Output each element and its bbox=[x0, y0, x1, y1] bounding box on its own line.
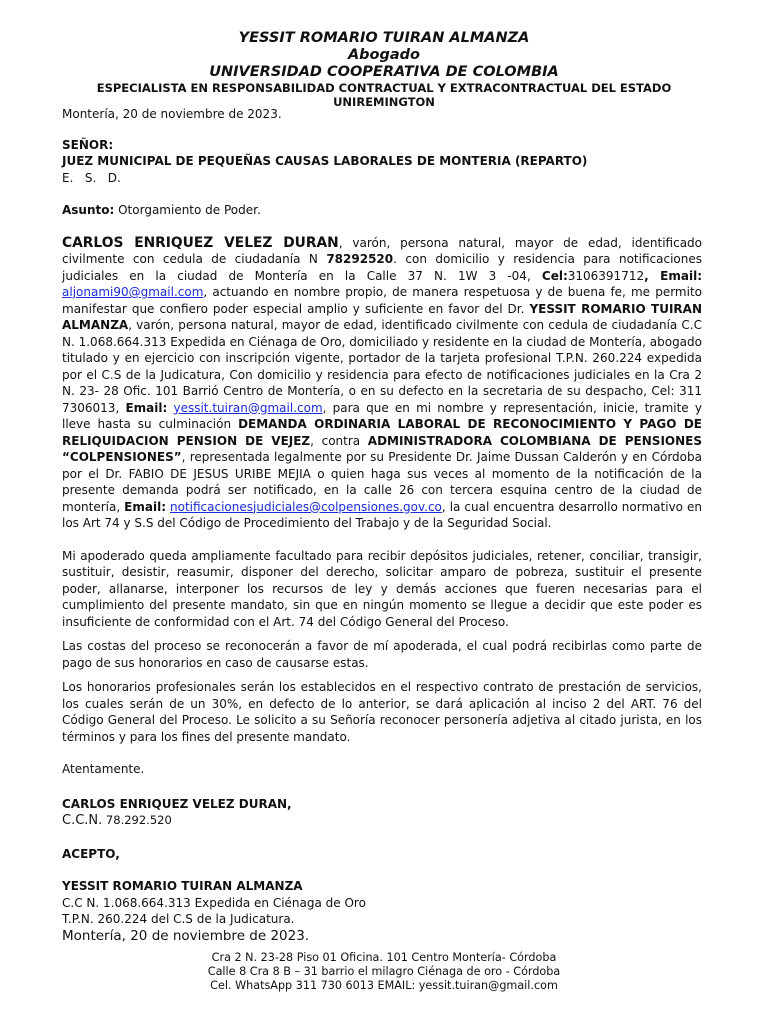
p1-text-6: , contra bbox=[310, 433, 368, 448]
p1-text-1: , varón, persona natural, mayor de edad, identificado civilmente con cedula de ciudadanía N bbox=[62, 235, 703, 266]
email-link-grantor[interactable]: aljonami90@gmail.com bbox=[62, 285, 204, 299]
p1-text-3: , actuando en nombre propio, de manera respetuosa y de buena fe, me permito manifestar que confiero poder especial amplio y suficiente en favor del Dr. bbox=[62, 285, 702, 316]
closing: Atentamente. bbox=[62, 762, 145, 776]
date-line: Montería, 20 de noviembre de 2023. bbox=[62, 107, 282, 121]
ccn-label: C.C.N. bbox=[62, 813, 103, 828]
grantor-name: CARLOS ENRIQUEZ VELEZ DURAN bbox=[62, 234, 339, 251]
p1-text-4: , varón, persona natural, mayor de edad, identificado civilmente con cedula de ciudadanía C.C N. 1.068.664.313 Expedida en Ciénaga de Oro, domiciliado y residente en la ciudad de Montería, abogado titulado y en ejercicio con inscripción vigente, portador de la tarjeta profesional T.P.N. 260.224 expedida por el C.S de la Judicatura, Con domicilio y residencia para efecto de notificaciones judiciales en la Cra 2 N. 23- 28 Ofic. 101 Barrió Centro de Montería, o en su defecto en la secretaria de su despacho, Cel: 311 7306013, bbox=[62, 318, 702, 415]
footer-contact: Cel. WhatsApp 311 730 6013 EMAIL: yessit.tuiran@gmail.com bbox=[210, 979, 558, 992]
p1-text-2: . con domicilio y residencia para notificaciones judiciales en la ciudad de Montería en la Calle 37 N. 1W 3 -04, bbox=[62, 252, 702, 283]
footer-date: Montería, 20 de noviembre de 2023. bbox=[62, 928, 310, 944]
addressee-esd: E. S. D. bbox=[62, 170, 121, 185]
letterhead bbox=[0, 30, 768, 109]
page-footer bbox=[0, 951, 768, 993]
footer-address-2: Calle 8 Cra 8 B – 31 barrio el milagro Ciénaga de oro - Córdoba bbox=[207, 965, 561, 978]
email-link-lawyer[interactable]: yessit.tuiran@gmail.com bbox=[173, 400, 323, 415]
ccn-value: 78.292.520 bbox=[102, 813, 172, 827]
salutation: SEÑOR: bbox=[62, 137, 114, 152]
subject-label: Asunto: bbox=[62, 203, 115, 217]
university: UNIVERSIDAD COOPERATIVA DE COLOMBIA bbox=[209, 64, 559, 80]
lawyer-name-inline: YESSIT ROMARIO TUIRAN ALMANZA bbox=[62, 301, 703, 332]
lawyer-name: YESSIT ROMARIO TUIRAN ALMANZA bbox=[238, 30, 530, 46]
p1-text-7: , representada legalmente por su Presidente Dr. Jaime Dussan Calderón y en Córdoba por el Dr. FABIO DE JESUS URIBE MEJIA o quien haga sus veces al momento de la notificación de la presente demanda podrá ser notificado, en la calle 26 con tercera esquina centro de la ciudad de montería, bbox=[62, 450, 702, 514]
signer-2-tp: T.P.N. 260.224 del C.S de la Judicatura. bbox=[62, 912, 295, 926]
email-label-3: Email: bbox=[124, 499, 166, 514]
letter-body bbox=[62, 106, 702, 928]
p1-text-5: , para que en mi nombre y representación, inicie, tramite y lleve hasta su culminación bbox=[62, 400, 702, 431]
paragraph-4: Los honorarios profesionales serán los establecidos en el respectivo contrato de prestación de servicios, los cuales serán de un 30%, en defecto de lo anterior, se dará aplicación al inciso 2 del ART. 76 del Código General del Proceso. Le solicito a su Señoría reconocer personería adjetiva al citado jurista, en los términos y para los fines del presente mandato. bbox=[62, 680, 702, 744]
p1-text-8: , la cual encuentra desarrollo normativo en los Art 74 y S.S del Código de Procedimiento del Trabajo y de la Seguridad Social. bbox=[62, 499, 702, 530]
footer-address-1: Cra 2 N. 23-28 Piso 01 Oficina. 101 Centro Montería- Córdoba bbox=[211, 951, 557, 964]
defendant-name: ADMINISTRADORA COLOMBIANA DE PENSIONES “COLPENSIONES” bbox=[62, 433, 702, 464]
subject-line bbox=[62, 202, 702, 219]
signer-1-ccn bbox=[62, 812, 702, 830]
specialty-line-2: UNIREMINGTON bbox=[333, 95, 435, 109]
signature-block-lawyer bbox=[62, 878, 702, 928]
email-label-1: , Email: bbox=[644, 268, 702, 283]
email-label-2: Email: bbox=[125, 400, 168, 415]
accept-label: ACEPTO, bbox=[62, 846, 120, 861]
cel-label: Cel: bbox=[541, 268, 568, 283]
grantor-cc: 78292520 bbox=[326, 252, 394, 266]
signer-2-cc: C.C N. 1.068.664.313 Expedida en Ciénaga de Oro bbox=[62, 895, 366, 910]
paragraph-2: Mi apoderado queda ampliamente facultado para recibir depósitos judiciales, retener, conciliar, transigir, sustituir, desistir, reasumir, disponer del derecho, solicitar amparo de pobreza, sustituir el presente poder, allanarse, interponer los recursos de ley y demás acciones que fueren necesarias para el cumplimiento del presente mandato, sin que en ningún momento se llegue a decidir que este poder es insuficiente de conformidad con el Art. 74 del Código General del Proceso. bbox=[62, 548, 702, 629]
demand-title: DEMANDA ORDINARIA LABORAL DE RECONOCIMIENTO Y PAGO DE RELIQUIDACION PENSION DE VEJEZ bbox=[62, 417, 702, 448]
specialty-line-1: ESPECIALISTA EN RESPONSABILIDAD CONTRACTUAL Y EXTRACONTRACTUAL DEL ESTADO bbox=[96, 81, 672, 95]
paragraph-3: Las costas del proceso se reconocerán a favor de mí apoderada, el cual podrá recibirlas como parte de pago de sus honorarios en caso de causarse estas. bbox=[62, 639, 702, 670]
cel-number: 3106391712 bbox=[567, 268, 645, 283]
paragraph-1 bbox=[62, 235, 702, 532]
email-link-colpensiones[interactable]: notificacionesjudiciales@colpensiones.gov.co bbox=[170, 499, 442, 514]
signature-block-grantor bbox=[62, 796, 702, 830]
signer-2-name: YESSIT ROMARIO TUIRAN ALMANZA bbox=[62, 879, 303, 893]
addressee-judge: JUEZ MUNICIPAL DE PEQUEÑAS CAUSAS LABORALES DE MONTERIA (REPARTO) bbox=[62, 154, 588, 168]
signer-1-name: CARLOS ENRIQUEZ VELEZ DURAN, bbox=[62, 796, 292, 811]
subject-text: Otorgamiento de Poder. bbox=[114, 203, 261, 217]
lawyer-title: Abogado bbox=[347, 47, 421, 63]
